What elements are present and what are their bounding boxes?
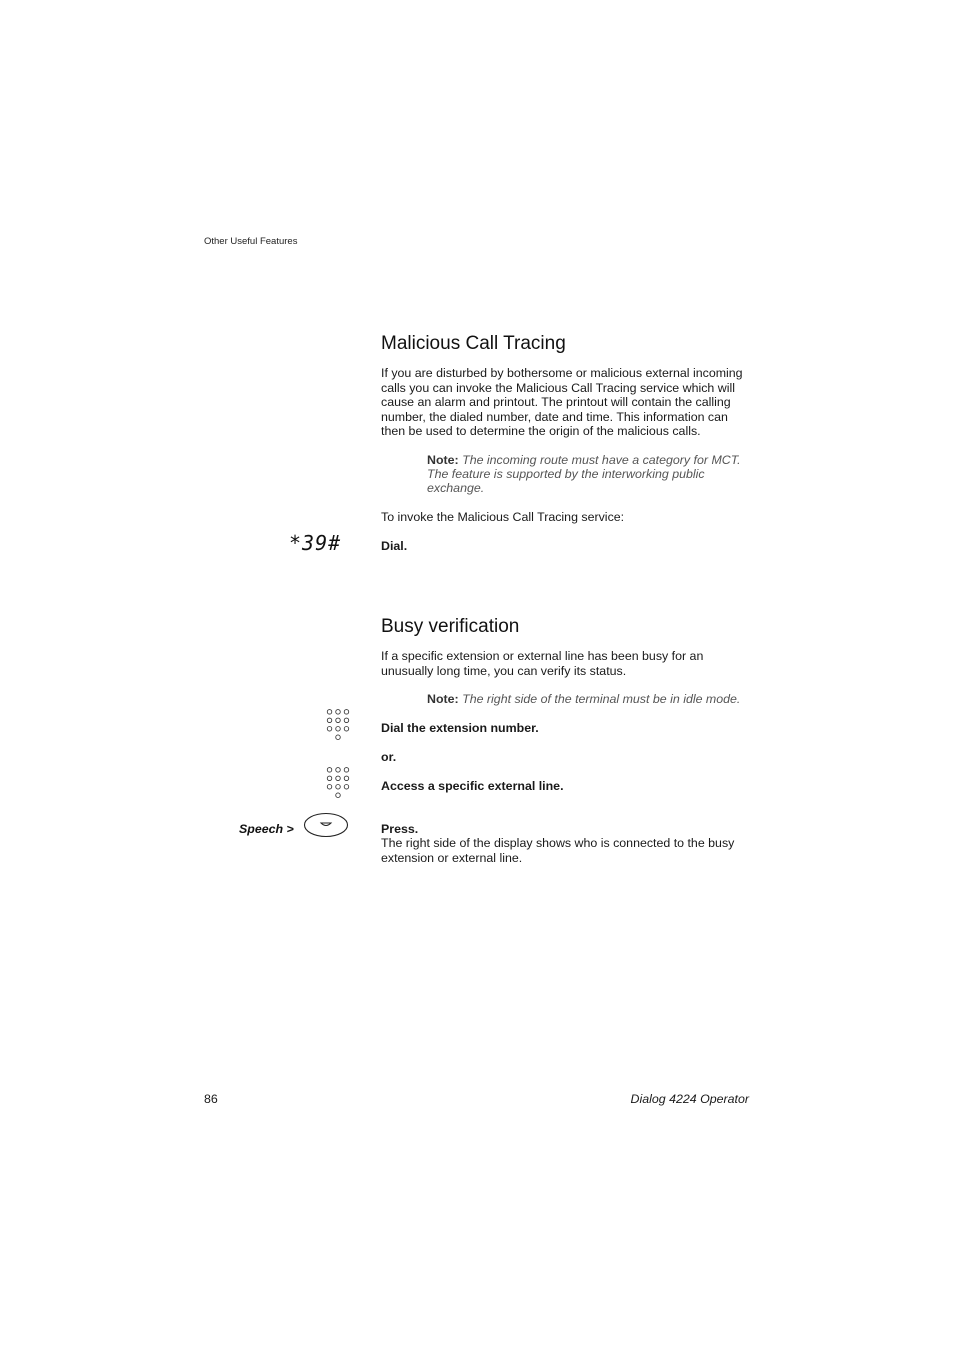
mct-dial-label: Dial.: [381, 539, 408, 553]
keypad-icon: [326, 767, 350, 799]
busy-press-label: Press.: [381, 822, 419, 836]
footer-doc-title: Dialog 4224 Operator: [630, 1092, 749, 1106]
mct-note-text: The incoming route must have a category for MCT. The feature is supported by the interworking public exchange.: [427, 453, 741, 496]
section-title-mct: Malicious Call Tracing: [381, 333, 566, 354]
mct-invoke-text: To invoke the Malicious Call Tracing service:: [381, 510, 625, 524]
busy-press-desc: The right side of the display shows who is connected to the busy extension or external line.: [381, 836, 735, 865]
star-39-hash-code: *39#: [289, 531, 342, 555]
running-head: Other Useful Features: [204, 236, 298, 247]
section-title-busy: Busy verification: [381, 616, 520, 637]
busy-note-text: The right side of the terminal must be in idle mode.: [462, 692, 741, 706]
speech-key-label: Speech >: [239, 822, 294, 836]
speech-key-icon: [303, 812, 349, 838]
keypad-icon: [326, 709, 350, 741]
busy-step-dial-extension: Dial the extension number.: [381, 721, 539, 735]
busy-note-label: Note:: [427, 692, 459, 706]
mct-note: [427, 453, 751, 496]
busy-note: [427, 692, 757, 706]
busy-step-access-line: Access a specific external line.: [381, 779, 564, 793]
mct-body: If you are disturbed by bothersome or malicious external incoming calls you can invoke the Malicious Call Tracing service which will cause an alarm and printout. The printout will contain the calling number, the dialed number, date and time. This information can then be used to determine the origin of the malicious calls.: [381, 366, 743, 439]
mct-note-label: Note:: [427, 453, 459, 467]
page-number: 86: [204, 1092, 218, 1106]
busy-body: If a specific extension or external line has been busy for an unusually long time, you can verify its status.: [381, 649, 704, 678]
busy-or: or.: [381, 750, 397, 764]
